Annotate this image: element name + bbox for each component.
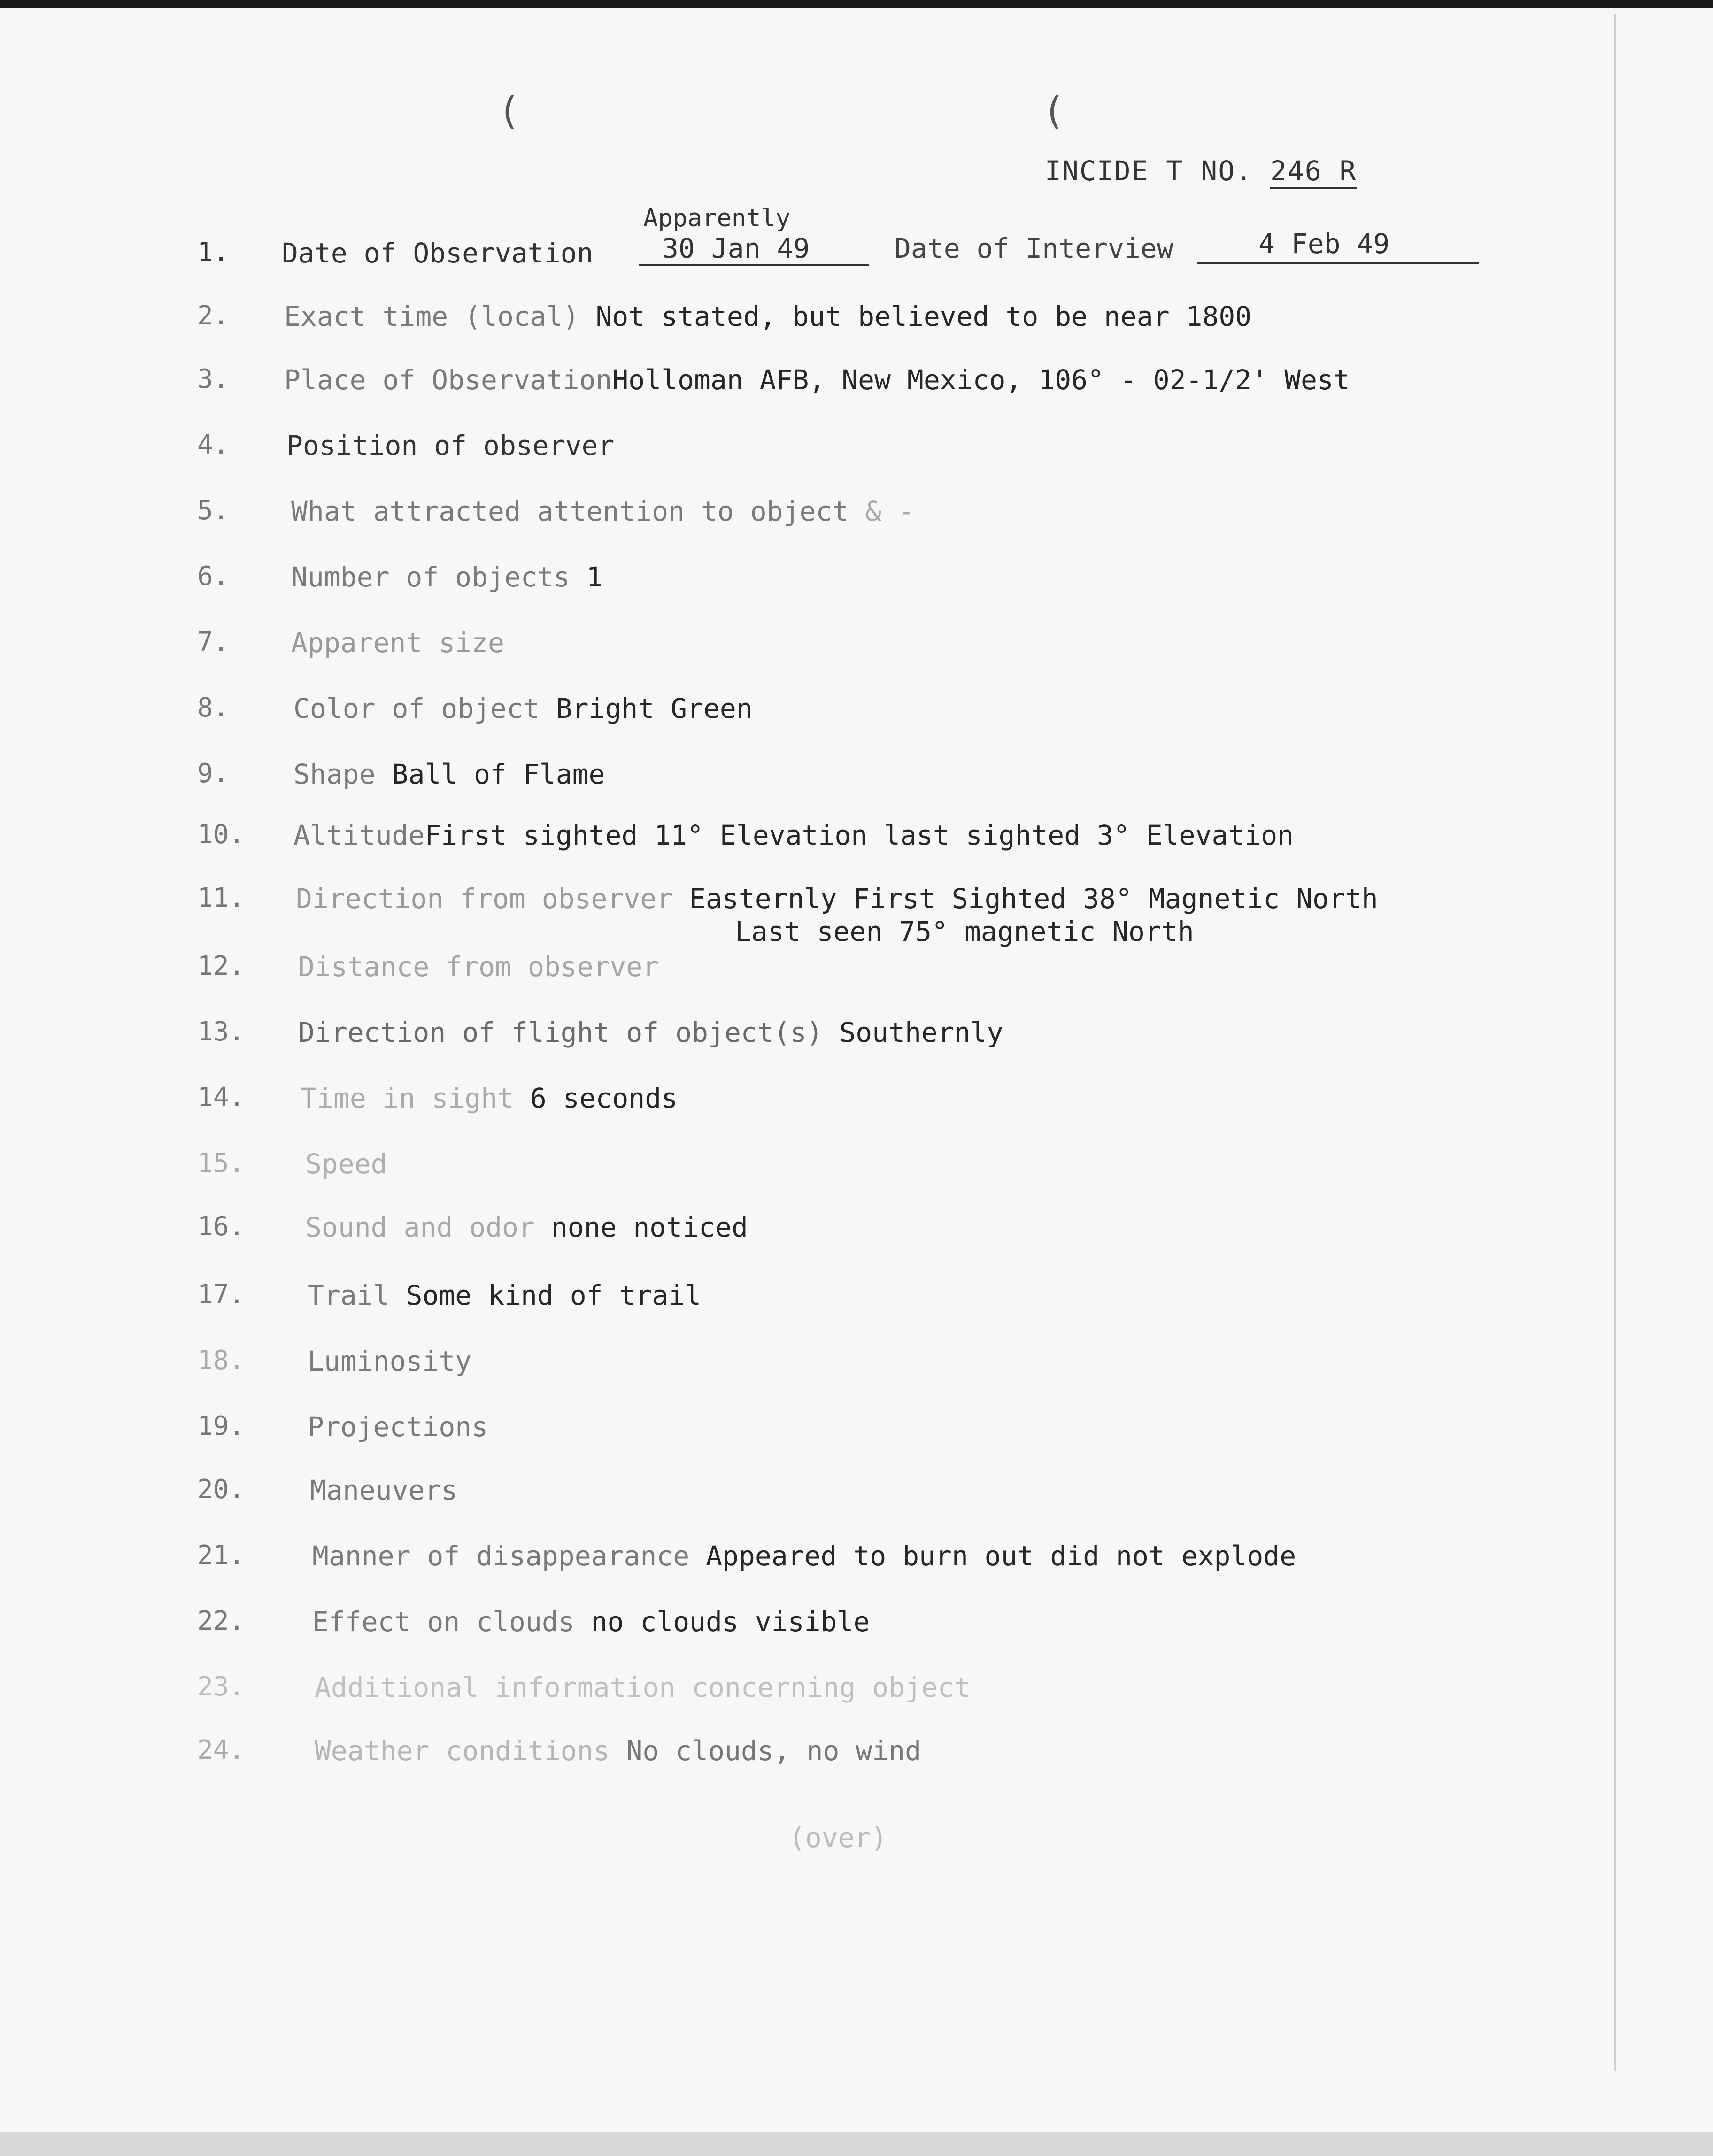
field-row	[0, 627, 1550, 669]
field-number: 6.	[197, 561, 229, 592]
field-row	[0, 495, 1550, 538]
field-value: none noticed	[551, 1211, 748, 1243]
incident-value: 246 R	[1270, 155, 1357, 187]
field-row	[0, 204, 1550, 279]
field-number: 18.	[197, 1345, 245, 1376]
field-value: Appeared to burn out did not explode	[706, 1540, 1296, 1572]
field-number: 11.	[197, 883, 245, 913]
field-row	[0, 1606, 1550, 1648]
field-label-text: Sound and odor	[305, 1211, 535, 1243]
field-number: 8.	[197, 693, 229, 723]
observation-date-value: 30 Jan 49	[662, 232, 810, 264]
field-label	[293, 819, 1294, 851]
field-number: 24.	[197, 1735, 245, 1765]
field-label-text: Shape	[293, 758, 376, 790]
field-label-text: Altitude	[293, 819, 425, 851]
field-label	[301, 1082, 678, 1114]
field-value: Some kind of trail	[406, 1279, 702, 1311]
incident-number	[1045, 155, 1357, 187]
field-label-text: Direction of flight of object(s)	[298, 1016, 823, 1048]
field-value: 6 seconds	[530, 1082, 678, 1114]
field-value: no clouds visible	[591, 1606, 870, 1638]
field-label-text: Exact time (local)	[284, 300, 579, 332]
field-row	[0, 1211, 1550, 1254]
field-value: Southernly	[839, 1016, 1003, 1048]
field-number: 1.	[197, 237, 229, 268]
field-row	[0, 430, 1550, 472]
field-number: 5.	[197, 495, 229, 526]
field-row	[0, 693, 1550, 735]
field-label	[284, 300, 1251, 332]
field-value: Bright Green	[556, 693, 753, 724]
hole-punch-mark: (	[498, 89, 521, 133]
field-row	[0, 364, 1550, 406]
observation-qualifier: Apparently	[643, 204, 791, 232]
field-label-text: Weather conditions	[315, 1735, 610, 1767]
field-number: 12.	[197, 951, 245, 981]
field-label: Additional information concerning object	[315, 1671, 971, 1703]
interview-date-value: 4 Feb 49	[1258, 228, 1390, 260]
field-value: First sighted 11° Elevation last sighted 3° Elevation	[424, 819, 1294, 851]
field-number: 14.	[197, 1082, 245, 1113]
field-number: 16.	[197, 1211, 245, 1242]
field-row	[0, 1148, 1550, 1190]
field-label: Speed	[305, 1148, 387, 1180]
over-note: (over)	[789, 1822, 887, 1854]
field-row	[0, 300, 1550, 343]
field-row	[0, 1016, 1550, 1059]
field-label	[291, 561, 602, 593]
field-label	[315, 1735, 921, 1767]
field-label	[296, 883, 1378, 915]
field-label-text: Place of Observation	[284, 364, 612, 396]
field-number: 22.	[197, 1606, 245, 1636]
scan-top-edge	[0, 0, 1713, 8]
field-label: Distance from observer	[298, 951, 659, 983]
field-value: No clouds, no wind	[626, 1735, 922, 1767]
field-label-text: Number of objects	[291, 561, 570, 593]
field-row	[0, 1345, 1550, 1387]
field-label-text: Time in sight	[301, 1082, 514, 1114]
field-label-text: What attracted attention to object	[291, 495, 849, 527]
hole-punch-mark: (	[1042, 89, 1065, 133]
field-label-text: Color of object	[293, 693, 540, 724]
field-number: 13.	[197, 1016, 245, 1047]
direction-last-seen: Last seen 75° magnetic North	[735, 916, 1194, 947]
field-row	[0, 758, 1550, 801]
field-label	[293, 758, 605, 790]
field-row	[0, 1082, 1550, 1124]
underline	[1197, 262, 1479, 264]
field-label: Apparent size	[291, 627, 504, 659]
field-label	[293, 693, 753, 724]
field-label	[291, 495, 914, 527]
field-number: 21.	[197, 1540, 245, 1571]
field-number: 23.	[197, 1671, 245, 1702]
field-value: Not stated, but believed to be near 1800	[595, 300, 1252, 332]
field-label-text: Effect on clouds	[312, 1606, 575, 1638]
field-value: & -	[865, 495, 914, 527]
field-label: Position of observer	[286, 430, 615, 462]
field-row	[0, 1735, 1550, 1777]
field-label	[298, 1016, 1003, 1048]
field-value: Easternly First Sighted 38° Magnetic North	[689, 883, 1378, 915]
field-row	[0, 819, 1550, 862]
field-label-text: Direction from observer	[296, 883, 673, 915]
field-number: 20.	[197, 1474, 245, 1505]
incident-label: INCIDE T NO.	[1045, 155, 1253, 187]
field-label: Projections	[308, 1411, 488, 1443]
field-number: 19.	[197, 1411, 245, 1441]
field-label-text: Trail	[308, 1279, 390, 1311]
field-row	[0, 561, 1550, 603]
field-value: Holloman AFB, New Mexico, 106° - 02-1/2' West	[612, 364, 1350, 396]
field-number: 15.	[197, 1148, 245, 1178]
field-row	[0, 1671, 1550, 1714]
field-number: 3.	[197, 364, 229, 394]
field-label	[312, 1540, 1296, 1572]
field-row	[0, 1279, 1550, 1322]
field-value: 1	[586, 561, 603, 593]
field-row	[0, 883, 1550, 947]
field-label: Maneuvers	[310, 1474, 458, 1506]
field-number: 2.	[197, 300, 229, 331]
field-label: Date of Observation	[282, 237, 594, 269]
field-row	[0, 1411, 1550, 1453]
field-label-text: Manner of disappearance	[312, 1540, 690, 1572]
field-number: 4.	[197, 430, 229, 460]
field-number: 10.	[197, 819, 245, 850]
field-label	[305, 1211, 748, 1243]
field-number: 17.	[197, 1279, 245, 1310]
field-number: 9.	[197, 758, 229, 789]
field-value: Ball of Flame	[392, 758, 605, 790]
field-label	[308, 1279, 701, 1311]
field-number: 7.	[197, 627, 229, 657]
field-label	[284, 364, 1350, 396]
scan-right-edge	[1614, 14, 1616, 2071]
underline	[639, 264, 869, 266]
scan-bottom-edge	[0, 2132, 1713, 2156]
field-row	[0, 951, 1550, 993]
field-row	[0, 1540, 1550, 1582]
field-label: Luminosity	[308, 1345, 472, 1377]
interview-label: Date of Interview	[895, 232, 1173, 264]
field-row	[0, 1474, 1550, 1517]
field-label	[312, 1606, 870, 1638]
